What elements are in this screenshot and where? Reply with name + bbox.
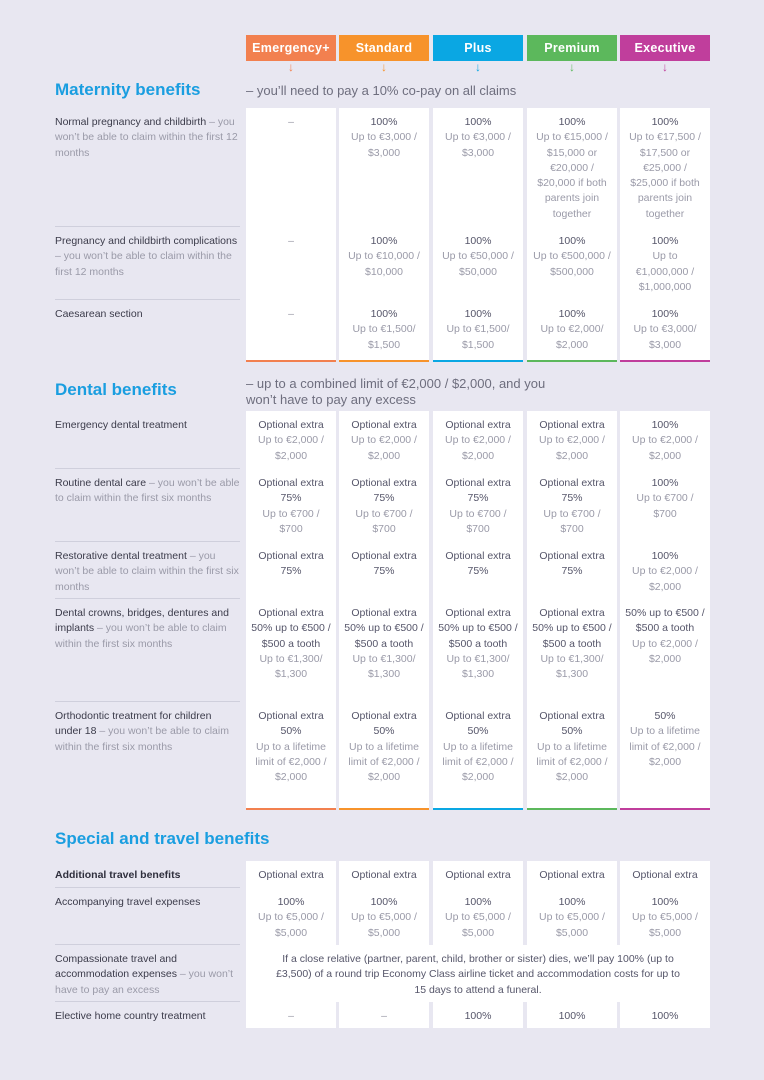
- cell-value: 100%: [464, 235, 492, 247]
- benefit-cell-plus: [433, 108, 523, 227]
- benefit-cell-emergency: [246, 411, 336, 469]
- benefit-name: Additional travel benefits: [55, 869, 181, 881]
- row-divider: [55, 598, 240, 599]
- cell-limit: Up to €700 / $700: [355, 507, 413, 535]
- benefit-cell-plus: [433, 1002, 523, 1028]
- cell-value: 100%: [370, 896, 398, 908]
- cell-value: 100%: [558, 308, 586, 320]
- cell-limit: –: [381, 1010, 387, 1022]
- benefit-cell-premium: [527, 227, 617, 300]
- cell-limit: Up to €1,300/ $1,300: [352, 652, 416, 681]
- benefit-cell-emergency: [246, 227, 336, 300]
- section-title-dental: Dental benefits: [55, 380, 177, 399]
- benefit-label: [55, 606, 240, 652]
- cell-value: Optional extra 50%: [539, 710, 605, 738]
- benefit-name: Routine dental care: [55, 477, 147, 489]
- plan-underline-premium: [527, 808, 617, 810]
- benefit-cell-premium: [527, 861, 617, 888]
- cell-value: Optional extra: [445, 419, 511, 431]
- cell-value: 100%: [651, 308, 679, 320]
- cell-value: Optional extra 50%: [445, 710, 511, 738]
- benefit-cell-premium: [527, 702, 617, 808]
- benefit-cell-plus: [433, 300, 523, 360]
- plan-header-executive: [620, 35, 710, 61]
- benefit-cell-standard: [339, 861, 429, 888]
- cell-limit: Up to €1,300/ $1,300: [259, 652, 323, 681]
- benefit-name: Normal pregnancy and childbirth: [55, 116, 207, 128]
- cell-value: 100%: [370, 116, 398, 128]
- cell-limit: Up to €2,000 / $2,000: [539, 434, 605, 462]
- cell-value: 100%: [558, 235, 586, 247]
- plan-underline-standard: [339, 808, 429, 810]
- plan-underline-emergency: [246, 808, 336, 810]
- benefit-note: – you won’t be able to claim within the first six months: [55, 622, 227, 650]
- arrow-down-icon: ↓: [475, 60, 481, 74]
- benefit-note: – you won’t be able to claim within the first six months: [55, 725, 229, 753]
- benefit-cell-premium: [527, 411, 617, 469]
- cell-value: 100%: [558, 116, 586, 128]
- cell-limit: –: [288, 1010, 294, 1022]
- benefit-cell-executive: [620, 469, 710, 542]
- benefit-name: Elective home country treatment: [55, 1010, 206, 1022]
- benefit-cell-plus: [433, 599, 523, 702]
- benefit-cell-emergency: [246, 599, 336, 702]
- benefit-note: – you won’t be able to claim within the first six months: [55, 477, 240, 505]
- benefit-label: [55, 868, 240, 883]
- benefit-cell-standard: [339, 1002, 429, 1028]
- cell-limit: Up to €2,000 / $2,000: [351, 434, 417, 462]
- cell-limit: Up to €5,000 / $5,000: [539, 911, 605, 939]
- row-divider: [55, 541, 240, 542]
- cell-limit: Up to €700 / $700: [543, 507, 601, 535]
- benefit-name: Compassionate travel and accommodation expenses: [55, 953, 177, 981]
- cell-value: Optional extra 75%: [351, 550, 417, 578]
- benefit-cell-emergency: [246, 469, 336, 542]
- benefit-cell-emergency: [246, 861, 336, 888]
- cell-limit: Up to €10,000 / $10,000: [348, 250, 420, 278]
- cell-limit: Up to a lifetime limit of €2,000 / $2,000: [442, 740, 514, 784]
- benefit-cell-executive: [620, 411, 710, 469]
- section-subtitle-maternity: – you’ll need to pay a 10% co-pay on all claims: [246, 83, 517, 98]
- row-divider: [55, 1001, 240, 1002]
- cell-limit: Up to €2,000 / $2,000: [632, 434, 698, 462]
- benefit-cell-executive: [620, 227, 710, 300]
- arrow-down-icon: ↓: [662, 60, 668, 74]
- cell-value: Optional extra: [632, 869, 698, 881]
- section-subtitle-dental: – up to a combined limit of €2,000 / $2,000, and you won’t have to pay any excess: [246, 376, 546, 407]
- benefit-cell-executive: [620, 861, 710, 888]
- cell-limit: Up to a lifetime limit of €2,000 / $2,000: [629, 725, 701, 768]
- cell-value: Optional extra 50%: [258, 710, 324, 738]
- benefit-cell-plus: [433, 411, 523, 469]
- benefit-cell-standard: [339, 300, 429, 360]
- cell-value: Optional extra: [445, 869, 511, 881]
- cell-limit: –: [288, 308, 294, 320]
- benefit-cell-premium: [527, 108, 617, 227]
- cell-limit: Up to €2,000 / $2,000: [632, 565, 698, 593]
- plan-name: Emergency+: [252, 41, 330, 55]
- benefit-label: [55, 952, 240, 998]
- cell-value: 100%: [651, 477, 679, 489]
- benefit-cell-standard: [339, 702, 429, 808]
- cell-value: 100%: [651, 116, 679, 128]
- cell-limit: Up to €2,000 / $2,000: [632, 637, 698, 665]
- plan-name: Premium: [544, 41, 600, 55]
- cell-value: Optional extra 75%: [258, 477, 324, 505]
- plan-underline-standard: [339, 360, 429, 362]
- cell-limit: Up to €2,000 / $2,000: [445, 434, 511, 462]
- benefit-label: [55, 709, 240, 755]
- cell-limit: Up to €3,000 / $3,000: [351, 131, 417, 159]
- benefit-label: [55, 115, 240, 161]
- cell-value: 100%: [370, 308, 398, 320]
- cell-value: Optional extra 75%: [539, 550, 605, 578]
- benefit-cell-standard: [339, 599, 429, 702]
- benefit-cell-executive: [620, 888, 710, 945]
- benefit-note: – you won’t be able to claim within the first 12 months: [55, 250, 232, 278]
- benefit-label: [55, 476, 240, 507]
- benefit-cell-premium: [527, 599, 617, 702]
- plan-name: Standard: [355, 41, 413, 55]
- benefit-cell-executive: [620, 300, 710, 360]
- cell-limit: Up to €5,000 / $5,000: [632, 911, 698, 939]
- cell-limit: Up to a lifetime limit of €2,000 / $2,000: [536, 740, 608, 784]
- row-divider: [55, 701, 240, 702]
- cell-value: 100%: [651, 235, 679, 247]
- benefit-cell-standard: [339, 888, 429, 945]
- cell-limit: Up to €1,000,000 / $1,000,000: [635, 250, 695, 293]
- benefit-cell-standard: [339, 411, 429, 469]
- cell-value: Optional extra 75%: [351, 477, 417, 505]
- cell-value: 100%: [277, 896, 305, 908]
- benefit-label: [55, 1009, 240, 1024]
- benefit-cell-emergency: [246, 702, 336, 808]
- plan-underline-premium: [527, 360, 617, 362]
- cell-value: 100%: [651, 1010, 679, 1022]
- benefit-name: Restorative dental treatment: [55, 550, 187, 562]
- arrow-down-icon: ↓: [381, 60, 387, 74]
- row-divider: [55, 887, 240, 888]
- cell-value: 100%: [651, 419, 679, 431]
- benefit-cell-plus: [433, 888, 523, 945]
- plan-header-premium: [527, 35, 617, 61]
- benefit-cell-premium: [527, 300, 617, 360]
- plan-underline-plus: [433, 808, 523, 810]
- cell-value: 50% up to €500 / $500 a tooth: [625, 607, 705, 635]
- benefit-cell-plus: [433, 542, 523, 599]
- benefit-name: Pregnancy and childbirth complications: [55, 235, 238, 247]
- benefit-cell-executive: [620, 702, 710, 808]
- cell-value: Optional extra: [539, 419, 605, 431]
- cell-value: Optional extra 50% up to €500 / $500 a tooth: [532, 607, 612, 650]
- benefit-cell-plus: [433, 469, 523, 542]
- benefit-name: Accompanying travel expenses: [55, 896, 201, 908]
- benefit-cell-wide: If a close relative (partner, parent, child, brother or sister) dies, we’ll pay 100% (up to £3,500) of a round trip Economy Class airline ticket and accommodation costs for up to 15 days to attend a funeral.: [246, 945, 710, 1002]
- arrow-down-icon: ↓: [288, 60, 294, 74]
- row-divider: [55, 226, 240, 227]
- arrow-down-icon: ↓: [569, 60, 575, 74]
- cell-value: 100%: [464, 1010, 492, 1022]
- benefit-name: Caesarean section: [55, 308, 143, 320]
- benefit-cell-plus: [433, 702, 523, 808]
- cell-value: 100%: [651, 896, 679, 908]
- benefit-cell-emergency: [246, 888, 336, 945]
- plan-name: Executive: [634, 41, 696, 55]
- cell-limit: Up to €1,500/ $1,500: [446, 323, 510, 351]
- cell-limit: Up to €2,000/ $2,000: [540, 323, 604, 351]
- benefit-cell-emergency: [246, 1002, 336, 1028]
- row-divider: [55, 299, 240, 300]
- cell-limit: –: [288, 235, 294, 247]
- cell-value: 100%: [558, 1010, 586, 1022]
- cell-limit: Up to €5,000 / $5,000: [258, 911, 324, 939]
- benefit-label: [55, 418, 240, 433]
- cell-limit: Up to €3,000/ $3,000: [633, 323, 697, 351]
- benefit-name: Emergency dental treatment: [55, 419, 187, 431]
- benefit-cell-standard: [339, 542, 429, 599]
- cell-limit: Up to €1,500/ $1,500: [352, 323, 416, 351]
- cell-value: Optional extra 50% up to €500 / $500 a tooth: [251, 607, 331, 650]
- benefit-label: [55, 895, 240, 910]
- plan-name: Plus: [464, 41, 492, 55]
- cell-limit: Up to €500,000 / $500,000: [533, 250, 611, 278]
- cell-limit: Up to a lifetime limit of €2,000 / $2,000: [255, 740, 327, 784]
- section-title-maternity: Maternity benefits: [55, 80, 201, 99]
- benefit-name: Orthodontic treatment for children under 18: [55, 710, 212, 738]
- plan-underline-executive: [620, 360, 710, 362]
- cell-value: 100%: [464, 308, 492, 320]
- cell-limit: Up to €17,500 / $17,500 or €25,000 / $25,000 if both parents join together: [629, 131, 701, 220]
- cell-value: Optional extra: [351, 419, 417, 431]
- cell-value: 50%: [654, 710, 676, 722]
- benefit-cell-emergency: [246, 108, 336, 227]
- row-divider: [55, 944, 240, 945]
- benefit-cell-premium: [527, 469, 617, 542]
- row-divider: [55, 468, 240, 469]
- cell-limit: Up to €1,300/ $1,300: [540, 652, 604, 681]
- benefit-cell-standard: [339, 108, 429, 227]
- benefit-cell-premium: [527, 1002, 617, 1028]
- cell-value: Optional extra 50% up to €500 / $500 a tooth: [344, 607, 424, 650]
- cell-limit: –: [288, 116, 294, 128]
- benefit-cell-executive: [620, 542, 710, 599]
- cell-value: Optional extra: [539, 869, 605, 881]
- cell-limit: Up to €50,000 / $50,000: [442, 250, 514, 278]
- plan-header-standard: [339, 35, 429, 61]
- cell-limit: Up to €3,000 / $3,000: [445, 131, 511, 159]
- cell-value: Optional extra 50% up to €500 / $500 a tooth: [438, 607, 518, 650]
- cell-value: Optional extra 75%: [445, 477, 511, 505]
- cell-limit: Up to €2,000 / $2,000: [258, 434, 324, 462]
- benefit-cell-premium: [527, 888, 617, 945]
- benefit-cell-premium: [527, 542, 617, 599]
- cell-limit: Up to €700 / $700: [636, 492, 694, 520]
- benefit-label: [55, 549, 240, 595]
- cell-value: 100%: [370, 235, 398, 247]
- cell-value: 100%: [464, 116, 492, 128]
- benefit-cell-plus: [433, 227, 523, 300]
- benefit-cell-executive: [620, 108, 710, 227]
- cell-limit: Up to €1,300/ $1,300: [446, 652, 510, 681]
- plan-underline-plus: [433, 360, 523, 362]
- cell-value: Optional extra: [258, 419, 324, 431]
- cell-value: Optional extra 75%: [258, 550, 324, 578]
- cell-value: Optional extra 75%: [445, 550, 511, 578]
- benefit-note: – you won’t be able to claim within the first 12 months: [55, 116, 238, 159]
- plan-header-emergency: [246, 35, 336, 61]
- benefit-note: – you won’t be able to claim within the first six months: [55, 550, 239, 593]
- benefit-note: – you won’t have to pay an excess: [55, 968, 234, 996]
- cell-limit: Up to €15,000 / $15,000 or €20,000 / $20,000 if both parents join together: [536, 131, 608, 220]
- cell-value: Optional extra 75%: [539, 477, 605, 505]
- cell-limit: Up to €700 / $700: [262, 507, 320, 535]
- cell-value: 100%: [464, 896, 492, 908]
- benefit-cell-executive: [620, 1002, 710, 1028]
- cell-limit: Up to €5,000 / $5,000: [351, 911, 417, 939]
- plan-header-plus: [433, 35, 523, 61]
- benefit-label: [55, 307, 240, 322]
- benefit-cell-standard: [339, 227, 429, 300]
- benefit-cell-standard: [339, 469, 429, 542]
- benefit-cell-emergency: [246, 542, 336, 599]
- section-title-travel: Special and travel benefits: [55, 829, 270, 848]
- plan-underline-emergency: [246, 360, 336, 362]
- benefit-name: Dental crowns, bridges, dentures and implants: [55, 607, 229, 635]
- cell-limit: Up to €700 / $700: [449, 507, 507, 535]
- cell-value: Optional extra: [258, 869, 324, 881]
- benefit-cell-executive: [620, 599, 710, 702]
- cell-value: 100%: [651, 550, 679, 562]
- benefit-cell-plus: [433, 861, 523, 888]
- plan-underline-executive: [620, 808, 710, 810]
- cell-value: 100%: [558, 896, 586, 908]
- cell-value: Optional extra 50%: [351, 710, 417, 738]
- benefit-cell-emergency: [246, 300, 336, 360]
- cell-value: Optional extra: [351, 869, 417, 881]
- benefit-label: [55, 234, 240, 280]
- cell-limit: Up to a lifetime limit of €2,000 / $2,000: [348, 740, 420, 784]
- cell-limit: Up to €5,000 / $5,000: [445, 911, 511, 939]
